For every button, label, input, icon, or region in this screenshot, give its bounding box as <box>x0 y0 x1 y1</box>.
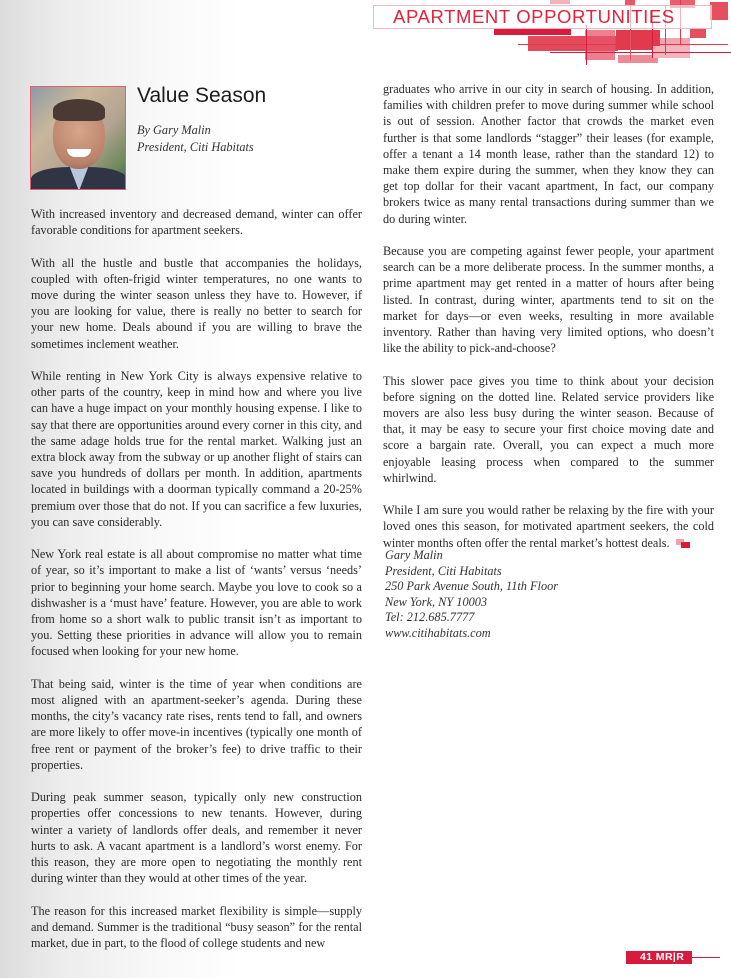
page-number-label: 41 MR|R <box>626 951 692 964</box>
page-footer <box>626 951 720 964</box>
article-title: Value Season <box>137 84 267 107</box>
paragraph: Because you are competing against fewer people, your apartment search can be a more deliberate process. In the summer months, a prime apartment may get rented in a matter of hours after being listed. In contrast, during winter, apartments tend to sit on the market for days—or even weeks, resulting in more available inventory. Rather than having very limited options, who doesn’t like the ability to pick-and-choose? <box>383 244 714 356</box>
paragraph: While renting in New York City is always expensive relative to other parts of the country, keep in mind how and where you live can have a huge impact on your monthly housing expense. I like to say that there are opportunities around every corner in this city, and the same adage holds true for the rental market. Walking just an extra block away from the subway or up another flight of stairs can save you hundreds of dollars per month. In addition, apartments located in buildings with a doorman typically command a 20-25% premium over those that do not. If you can sacrifice a few luxuries, you can save considerably. <box>31 369 362 529</box>
signature-title: President, Citi Habitats <box>385 563 502 578</box>
paragraph: The reason for this increased market flexibility is simple—supply and demand. Summer is the traditional “busy season” for the rental market, due in part, to the flood of college students and new <box>31 903 362 951</box>
author-signature <box>385 548 558 642</box>
paragraph: During peak summer season, typically only new construction properties offer concessions to new tenants. However, during winter a variety of landlords offer deals, and remember it never hurts to ask. A vacant apartment is a landlord’s worst enemy. For this reason, they are more open to negotiating the monthly rent during winter than they would at other times of the year. <box>31 790 362 886</box>
paragraph: New York real estate is all about compromise no matter what time of year, so it’s important to make a list of ‘wants’ versus ‘needs’ prior to beginning your home search. Maybe you love to cook so a dishwasher is a ‘must have’ feature. However, you are able to work from home so a short walk to public transit isn’t as important to you. Setting these priorities in advance will allow you to remain focused when looking for your new home. <box>31 547 362 659</box>
signature-website[interactable]: www.citihabitats.com <box>385 625 491 640</box>
right-column <box>383 81 714 567</box>
end-mark-icon <box>676 539 690 548</box>
byline-role: President, Citi Habitats <box>137 140 254 154</box>
final-paragraph <box>383 502 714 551</box>
author-photo <box>30 86 126 190</box>
paragraph: graduates who arrive in our city in search of housing. In addition, families with children prefer to move during summer while school is out of session. Another factor that crowds the market even further is that some landlords “stagger” their leases (for example, offer a tenant a 14 month lease, rather than the standard 12) to make them expire during the summer, when they know they can get top dollar for their vacant apartment, In fact, our company brokers twice as many rental transactions during summer than we do during winter. <box>383 82 714 226</box>
footer-rule <box>692 957 720 958</box>
signature-phone: Tel: 212.685.7777 <box>385 610 475 625</box>
signature-address: 250 Park Avenue South, 11th Floor <box>385 579 559 594</box>
signature-name: Gary Malin <box>385 548 443 562</box>
section-title: APARTMENT OPPORTUNITIES <box>393 6 675 27</box>
left-column <box>31 206 362 967</box>
paragraph-text: While I am sure you would rather be relaxing by the fire with your loved ones this season, for motivated apartment seekers, the cold winter months often offer the rental market’s hottest deals. <box>383 503 714 550</box>
paragraph: That being said, winter is the time of year when conditions are most aligned with an apartment-seeker’s agenda. During these months, the city’s vacancy rate rises, rents tend to fall, and owners are more likely to offer move-in incentives (typically one month of free rent or payment of the broker’s fee) to drive traffic to their properties. <box>31 676 362 772</box>
signature-city: New York, NY 10003 <box>385 594 488 609</box>
paragraph: With all the hustle and bustle that accompanies the holidays, coupled with often-frigid winter temperatures, no one wants to move during the winter season unless they have to. However, if you are looking for value, there is really no better to search for your new home. Deals abound if you are willing to brave the sometimes inclement weather. <box>31 255 362 351</box>
byline-author: By Gary Malin <box>137 123 211 137</box>
paragraph: This slower pace gives you time to think about your decision before signing on the dotted line. Related service providers like movers are also less busy during the winter season. Because of that, it may be easy to secure your first choice moving date and score a bargain rate. Overall, you can expect a much more enjoyable leasing process when compared to the summer whirlwind. <box>383 373 714 485</box>
byline <box>137 122 254 156</box>
paragraph: With increased inventory and decreased demand, winter can offer favorable conditions for apartment seekers. <box>31 207 362 238</box>
